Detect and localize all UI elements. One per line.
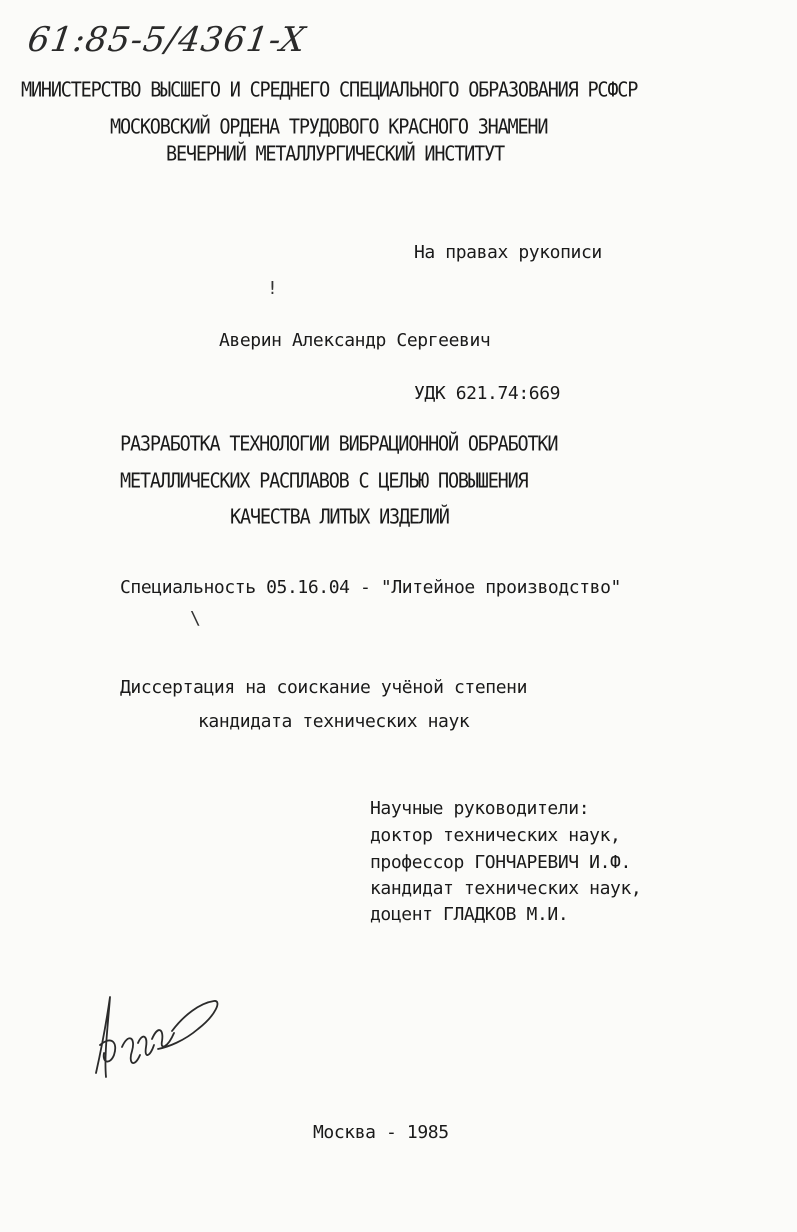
thesis-title-line-1: РАЗРАБОТКА ТЕХНОЛОГИИ ВИБРАЦИОННОЙ ОБРАБОТКИ [120, 432, 558, 457]
udk-code: УДК 621.74:669 [414, 383, 561, 404]
stray-mark: ! [267, 278, 278, 299]
supervisor-degree-2: кандидат технических наук, [370, 878, 642, 899]
institute-line-1: МОСКОВСКИЙ ОРДЕНА ТРУДОВОГО КРАСНОГО ЗНАМЕНИ [110, 115, 548, 140]
ministry-heading: МИНИСТЕРСТВО ВЫСШЕГО И СРЕДНЕГО СПЕЦИАЛЬНОГО ОБРАЗОВАНИЯ РСФСР [21, 78, 638, 103]
supervisors-heading: Научные руководители: [370, 798, 590, 819]
institute-line-2: ВЕЧЕРНИЙ МЕТАЛЛУРГИЧЕСКИЙ ИНСТИТУТ [166, 142, 504, 167]
supervisor-name-1: профессор ГОНЧАРЕВИЧ И.Ф. [370, 852, 631, 873]
dissertation-line-1: Диссертация на соискание учёной степени [120, 677, 528, 698]
dissertation-line-2: кандидата технических наук [198, 711, 470, 732]
handwritten-catalog-number: 61:85-5/4361-X [25, 20, 309, 60]
thesis-title-line-3: КАЧЕСТВА ЛИТЫХ ИЗДЕЛИЙ [230, 505, 449, 530]
footer-place-year: Москва - 1985 [313, 1122, 449, 1143]
supervisor-name-2: доцент ГЛАДКОВ М.И. [370, 904, 569, 925]
author-name: Аверин Александр Сергеевич [219, 330, 491, 351]
thesis-title-line-2: МЕТАЛЛИЧЕСКИХ РАСПЛАВОВ С ЦЕЛЬЮ ПОВЫШЕНИЯ [120, 469, 528, 494]
supervisor-degree-1: доктор технических наук, [370, 825, 621, 846]
signature-icon [88, 985, 238, 1085]
stray-mark: \ [190, 608, 201, 629]
specialty-line: Специальность 05.16.04 - "Литейное производство" [120, 577, 621, 598]
manuscript-rights: На правах рукописи [414, 242, 602, 263]
